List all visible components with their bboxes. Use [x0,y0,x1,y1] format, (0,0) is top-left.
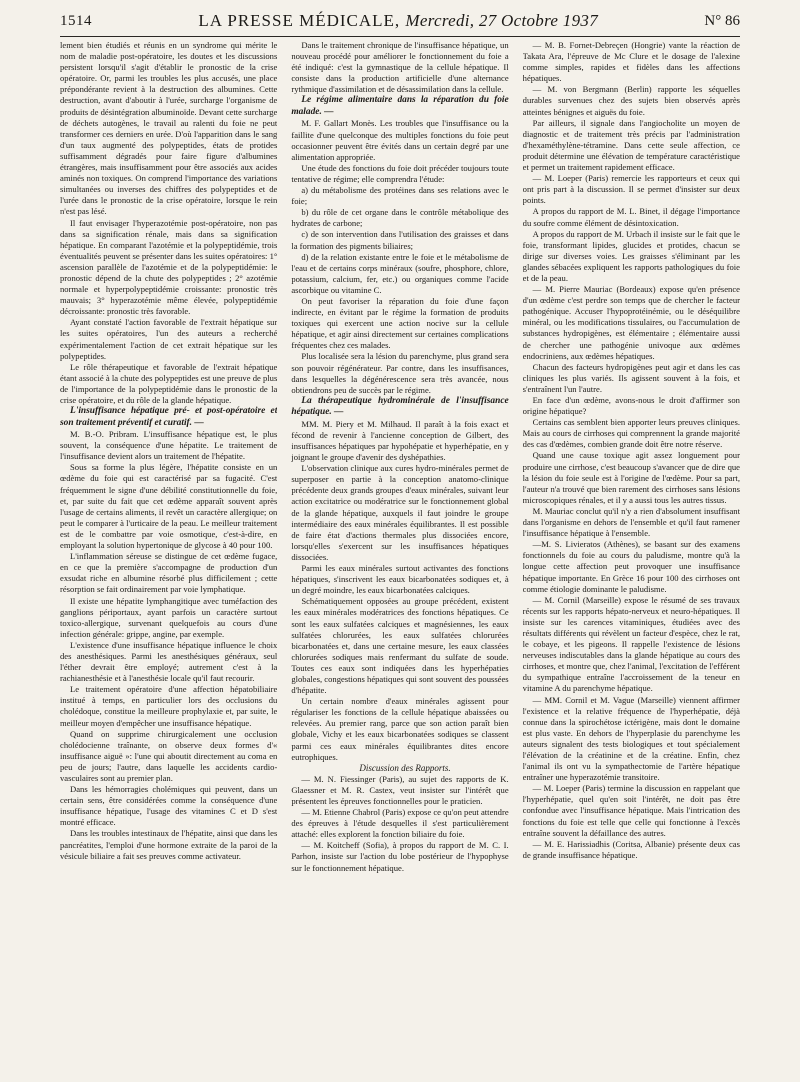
paragraph: Le rôle thérapeutique et favorable de l'extrait hépatique étant associé à la chute des polypeptides est une preuve de plus de l'importance de la polypeptidémie dans le pronostic de la crise opératoire, et du rôle de la glande hépatique. [60,361,278,405]
paragraph: — M. Koitcheff (Sofia), à propos du rapport de M. C. I. Parhon, insiste sur l'action du lobe postérieur de l'hypophyse sur le fonctionnement hépatique. [291,840,509,873]
paragraph: — M. N. Fiessinger (Paris), au sujet des rapports de K. Glaessner et M. R. Castex, veut insister sur l'intérêt que présentent les épreuves fonctionnelles pour le praticien. [291,773,509,806]
column-3 [523,40,740,1072]
journal-title: LA PRESSE MÉDICALE, [198,11,401,30]
paragraph: Il faut envisager l'hyperazotémie post-opératoire, non pas dans sa signification rénale, mais dans sa signification hépatique. En comparant l'azotémie et la polypeptidémie, trois éventualités peuvent se présenter dans les suites opératoires: 1° ascension parallèle de l'azotémie et de la polypeptidémie: le pronostic dépend de la chute des polypeptides ; 2° azotémie normale et hyperpolypeptidémie croissante: pronostic très mauvais; 3° hyperazotémie même élevée, polypeptidémie décroissante: pronostic très favorable. [60,217,278,317]
paragraph: —M. S. Livieratos (Athènes), se basant sur des examens fonctionnels du foie au cours du paludisme, montre qu'à la longue cette affection peut provoquer une insuffisance hépatique importante. En Grèce 16 pour 100 des cirrhoses ont comme étiologie dominante le paludisme. [522,539,740,594]
section-title: La thérapeutique hydrominérale de l'insuffisance hépatique. — [291,395,509,418]
paragraph: — MM. Cornil et M. Vague (Marseille) viennent affirmer l'existence et la relative fréquence de l'hyperhépatie, déjà connue dans la spirochétose ictérigène, mais dont le domaine est plus vaste. En dehors de l'hyperplasie du parenchyme les auteurs signalent des tests biologiques et tout spécialement l'élévation de la créatinine et de la créatine. Enfin, chez l'animal ils ont vu la sympathectomie de l'artère hépatique entraîner une hyperazotémie transitoire. [522,694,740,783]
paragraph: Dans les hémorragies cholémiques qui peuvent, dans un certain sens, être considérées comme la conséquence d'une insuffisance hépatique, l'usage des vitamines C et D s'est montré efficace. [60,784,278,828]
paragraph: — M. Cornil (Marseille) expose le résumé de ses travaux récents sur les rapports hépato-nerveux et neuro-hépatiques. Il insiste sur les carences vitaminiques, étudiées avec des résultats différents qui révèlent un facteur d'espèce, chez le rat, le cobaye, et les pigeons. Il rappelle l'existence de lésions nerveuses indiscutables dans la glande hépatique au cours des cirrhoses, et montre que, chez l'animal, l'excitation de l'efférent du sympathique entraîne l'accroissement de la teneur en vitamine A du parenchyme hépatique. [522,594,740,694]
paragraph: M. F. Gallart Monès. Les troubles que l'insuffisance ou la faillite d'une quelconque des multiples fonctions du foie peut occasionner peuvent être évités dans un certain degré par une alimentation appropriée. [291,118,509,162]
paragraph: Un certain nombre d'eaux minérales agissent pour régulariser les fonctions de la cellule hépatique abaissées ou relevées. Au premier rang, parce que son action paraît bien globale, Vichy et les eaux bicarbonatées sodiques se classent parmi ces eaux minérales équilibrantes dites encore eutrophiques. [291,696,509,762]
paragraph: — M. Etienne Chabrol (Paris) expose ce qu'on peut attendre des épreuves à l'étude desquelles il s'est particulièrement attaché: elles explorent la fonction biliaire du foie. [291,807,509,840]
paragraph: L'observation clinique aux cures hydro-minérales permet de superposer en partie à la conception anatomo-clinique précédente deux grands groupes d'eaux minérales, suivant leur action excitatrice ou modératrice sur le fonctionnement global de la glande hépatique, auxquels il faut joindre le groupe intermédiaire des eaux minérales équilibrantes. Il est possible de faire état d'actions thermales plus dissociées encore, lorsqu'elles s'exercent sur les insuffisances hépatiques dissociées. [291,463,509,562]
section-heading: Discussion des Rapports. [359,762,451,773]
paragraph: — M. Loeper (Paris) remercie les rapporteurs et ceux qui ont pris part à la discussion. Il se permet d'insister sur deux points. [522,173,740,206]
paragraph: a) du métabolisme des protéines dans ses relations avec le foie; [291,185,509,207]
paragraph: MM. M. Piery et M. Milhaud. Il paraît à la fois exact et fécond de revenir à l'ancienne conception de Gilbert, des insuffisances hépatiques par hypohépatie et hyperhépatie, en y joignant le groupe d'avenir des dyshépathies. [291,418,509,463]
paragraph: Ayant constaté l'action favorable de l'extrait hépatique sur les suites opératoires, l'un des auteurs a recherché expérimentalement l'action de cet extrait hépatique sur les polypeptides. [60,317,278,361]
masthead [198,11,598,31]
issue-number: N° 86 [704,12,740,29]
paragraph: L'existence d'une insuffisance hépatique influence le choix des anesthésiques. Parmi les anesthésiques généraux, seul l'éther devrait être employé; autrement c'est à la rachianesthésie et à l'anesthésie locale qu'il faut recourir. [60,639,278,684]
paragraph: Chacun des facteurs hydropigènes peut agir et dans les cas cliniques les plus variés. Ils agissent souvent à la fois, et s'entraînent l'un l'autre. [522,361,740,394]
paragraph: Le traitement opératoire d'une affection hépatobiliaire institué à temps, en particulier lors des occlusions du cholédoque, constitue la meilleure prophylaxie et, par suite, le meilleur moyen d'empêcher une insuffisance hépatique. [60,684,278,728]
section-title: Le régime alimentaire dans la réparation du foie malade. — [291,95,509,117]
paragraph: b) du rôle de cet organe dans le contrôle métabolique des hydrates de carbone; [291,207,509,229]
paragraph: Plus localisée sera la lésion du parenchyme, plus grand sera son pouvoir régénérateur. Par contre, dans les insuffisances, dans lesquelles la dégénérescence sera très avancée, nous obtiendrons peu de succès par le régime. [291,351,509,395]
paragraph: A propos du rapport de M. L. Binet, il dégage l'importance du soufre comme élément de désintoxication. [522,206,740,228]
paragraph: M. Mauriac conclut qu'il n'y a rien d'absolument insuffisant dans l'organisme en dehors de l'ensemble et qu'il faut ramener l'insuffisance hépatique à l'ensemble. [522,505,740,539]
paragraph: Sous sa forme la plus légère, l'hépatite consiste en un œdème du foie qui est caractérisé par sa fugacité. C'est fréquemment le signe d'une débilité constitutionnelle du foie, et, par suite du fait que cet œdème apparaît souvent après l'usage de certains aliments, il revêt un caractère allergique; on peut le comparer à l'urticaire de la peau. Le meilleur traitement est de le combattre par voie osmotique, c'est-à-dire, en employant la solution hypertonique de glycose à 40 pour 100. [60,462,278,551]
paragraph: Une étude des fonctions du foie doit précéder toujours toute tentative de régime; elle comprendra l'étude: [291,162,509,184]
column-1 [60,40,277,1072]
paragraph: d) de la relation existante entre le foie et le métabolisme de l'eau et de certains corps minéraux (soufre, phosphore, chlore, potassium, calcium, fer, etc.) ou organiques comme l'acide ascorbique ou vitamine C. [291,251,509,295]
paragraph: Dans les troubles intestinaux de l'hépatite, ainsi que dans les pancréatites, l'emploi d'une hormone extraite de la paroi de la vésicule biliaire a fait ses preuves comme activateur. [60,828,278,861]
text-columns [60,40,740,1072]
paragraph: En face d'un œdème, avons-nous le droit d'affirmer son origine hépatique? [522,395,740,417]
page-header [60,6,740,37]
paragraph: L'inflammation séreuse se distingue de cet œdème fugace, en ce que la première s'accompagne de production d'un exsudat riche en albumine résorbé plus difficilement ; cette résorption se fait ordinairement par voie lymphatique. [60,551,278,595]
paragraph: Dans le traitement chronique de l'insuffisance hépatique, un nouveau procédé pour améliorer le fonctionnement du foie a été indiqué: c'est la gymnastique de la cellule hépatique. Il consiste dans la production artificielle d'une alternance rythmique d'assimilation et de désassimilation dans la cellule. [291,40,509,95]
paragraph: M. B.-O. Pribram. L'insuffisance hépatique est, le plus souvent, la conséquence d'une hépatite. Le traitement de l'insuffisance devient alors un traitement de l'hépatite. [60,429,278,462]
paragraph: Parmi les eaux minérales surtout activantes des fonctions hépatiques, s'inscrivent les eaux bicarbonatées sodiques et, à un degré moindre, les eaux bicarbonatées calciques. [291,563,509,596]
page-number: 1514 [60,12,92,29]
paragraph: — M. Pierre Mauriac (Bordeaux) expose qu'en présence d'un œdème c'est perdre son temps que de chercher le facteur pathogénique. Accuser l'hypoprotéinémie, ou le déséquilibre minéral, ou les modifications tissulaires, ou l'accumulation de substances hydropigènes, est élémentaire ; élémentaire aussi de chercher une pathogénie univoque aux œdèmes endocriniens, aux œdèmes hépatiques. [522,284,740,361]
paragraph: — M. von Bergmann (Berlin) rapporte les séquelles durables survenues chez des sujets bien observés après atteintes bénignes et aiguës du foie. [522,84,740,117]
paragraph: Par ailleurs, il signale dans l'angiocholite un moyen de diagnostic et de traitement très précis par l'administration d'hexaméthylène-tétramine. Dans cette seule affection, ce produit détermine une élévation de température caractéristique et permet un traitement rapidement efficace. [522,117,740,173]
paragraph: c) de son intervention dans l'utilisation des graisses et dans la formation des pigments biliaires; [291,229,509,251]
paragraph: lement bien étudiés et réunis en un syndrome qui mérite le nom de maladie post-opératoire, les doutes et les discussions persistent lorsqu'il s'agit d'établir le pronostic de la crise opératoire. Or, parmi les troubles les plus accusés, une place prépondérante revient à la destruction des albumines. Cette destruction, avant d'aboutir à l'urée, surcharge l'organisme de produits de désintégration albuminoïde. Devant cette surcharge de déchets autogènes, le travail au ralenti du foie ne peut transformer ces derniers en urée. D'où l'apparition dans le sang d'un taux augmenté des polypeptides, états de protides suffisamment dégradés pour faire figure d'albumines étrangères, mais insuffisamment pour être associés aux acides aminés non toxiques. On comprend l'importance des variations simultanées ou inverses des chiffres des polypeptides et de l'urée dans le pronostic de la crise opératoire, lorsque le rein n'est pas lésé. [60,40,278,217]
paragraph: Quand une cause toxique agit assez longuement pour produire une cirrhose, c'est beaucoup s'avancer que de dire que la lésion du foie seule est à l'origine de l'œdème. Pour sa part, l'auteur n'a trouvé que bien rarement des cirrhoses sans lésions microscopiques rénales, et il y a aussi tous les autres tissus. [522,450,740,505]
column-2 [291,40,508,1072]
paragraph: Quand on supprime chirurgicalement une occlusion cholédocienne traînante, on observe deux formes d'« insuffisance aiguë »: l'une qui aboutit directement au coma en peu de jours; l'autre, dans laquelle les accidents cardio-vasculaires sont au premier plan. [60,728,278,783]
issue-date: Mercredi, 27 Octobre 1937 [405,11,598,30]
paragraph: On peut favoriser la réparation du foie d'une façon indirecte, en évitant par le régime la formation de produits toxiques qui exercent une action nocive sur la cellule hépatique, et agir ainsi directement sur certaines complications fréquentes chez ces malades. [291,295,509,351]
paragraph: Certains cas semblent bien apporter leurs preuves cliniques. Mais au cours de cirrhoses qui comprennent la grande majorité des cas d'œdèmes, combien grande doit être notre réserve. [522,417,740,450]
paragraph: Il existe une hépatite lymphangitique avec tuméfaction des ganglions périportaux, ayant parfois un caractère surtout toxico-allergique, survenant quelquefois au cours d'une infection générale: grippe, angine, par exemple. [60,595,278,639]
paragraph: — M. E. Harissiadhis (Coritsa, Albanie) présente deux cas de grande insuffisance hépatique. [522,838,740,860]
section-title: L'insuffisance hépatique pré- et post-opératoire et son traitement préventif et curatif. — [60,406,278,428]
paragraph: A propos du rapport de M. Urbach il insiste sur le fait que le foie, transformant lipides, glucides et protides, chacun se dirige sur diverses voies. Les graisses s'éliminant par les glandes sébacées expliquent les rapports pathologiques du foie et de la peau. [522,228,740,283]
paragraph: — M. Loeper (Paris) termine la discussion en rappelant que l'hyperhépatie, quel qu'en soit l'intérêt, ne doit pas être confondue avec l'insuffisance hépatique. Mais l'intrication des fonctions du foie est telle que celle qui fonctionne à l'excès entraîne souvent la défaillance des autres. [522,783,740,838]
paragraph: — M. B. Fornet-Debreçen (Hongrie) vante la réaction de Takata Ara, l'épreuve de Mc Clure et le dosage de l'alexine comme simples, rapides et fidèles dans les affections hépatiques. [522,40,740,84]
paragraph: Schématiquement opposées au groupe précédent, existent les eaux minérales modératrices des fonctions hépatiques. Ce sont les eaux sulfatées calciques et magnésiennes, les eaux sulfatées chlorurées, les eaux sulfatées chlorurées bicarbonatées et, dans une certaine mesure, les eaux classées chlorurées sodiques mais renfermant du sulfate de soude. Toutes ces eaux sont indiquées dans les hyperhépaties globales, congestions hépatiques qui sont souvent des poussées d'hépatite. [291,596,509,696]
